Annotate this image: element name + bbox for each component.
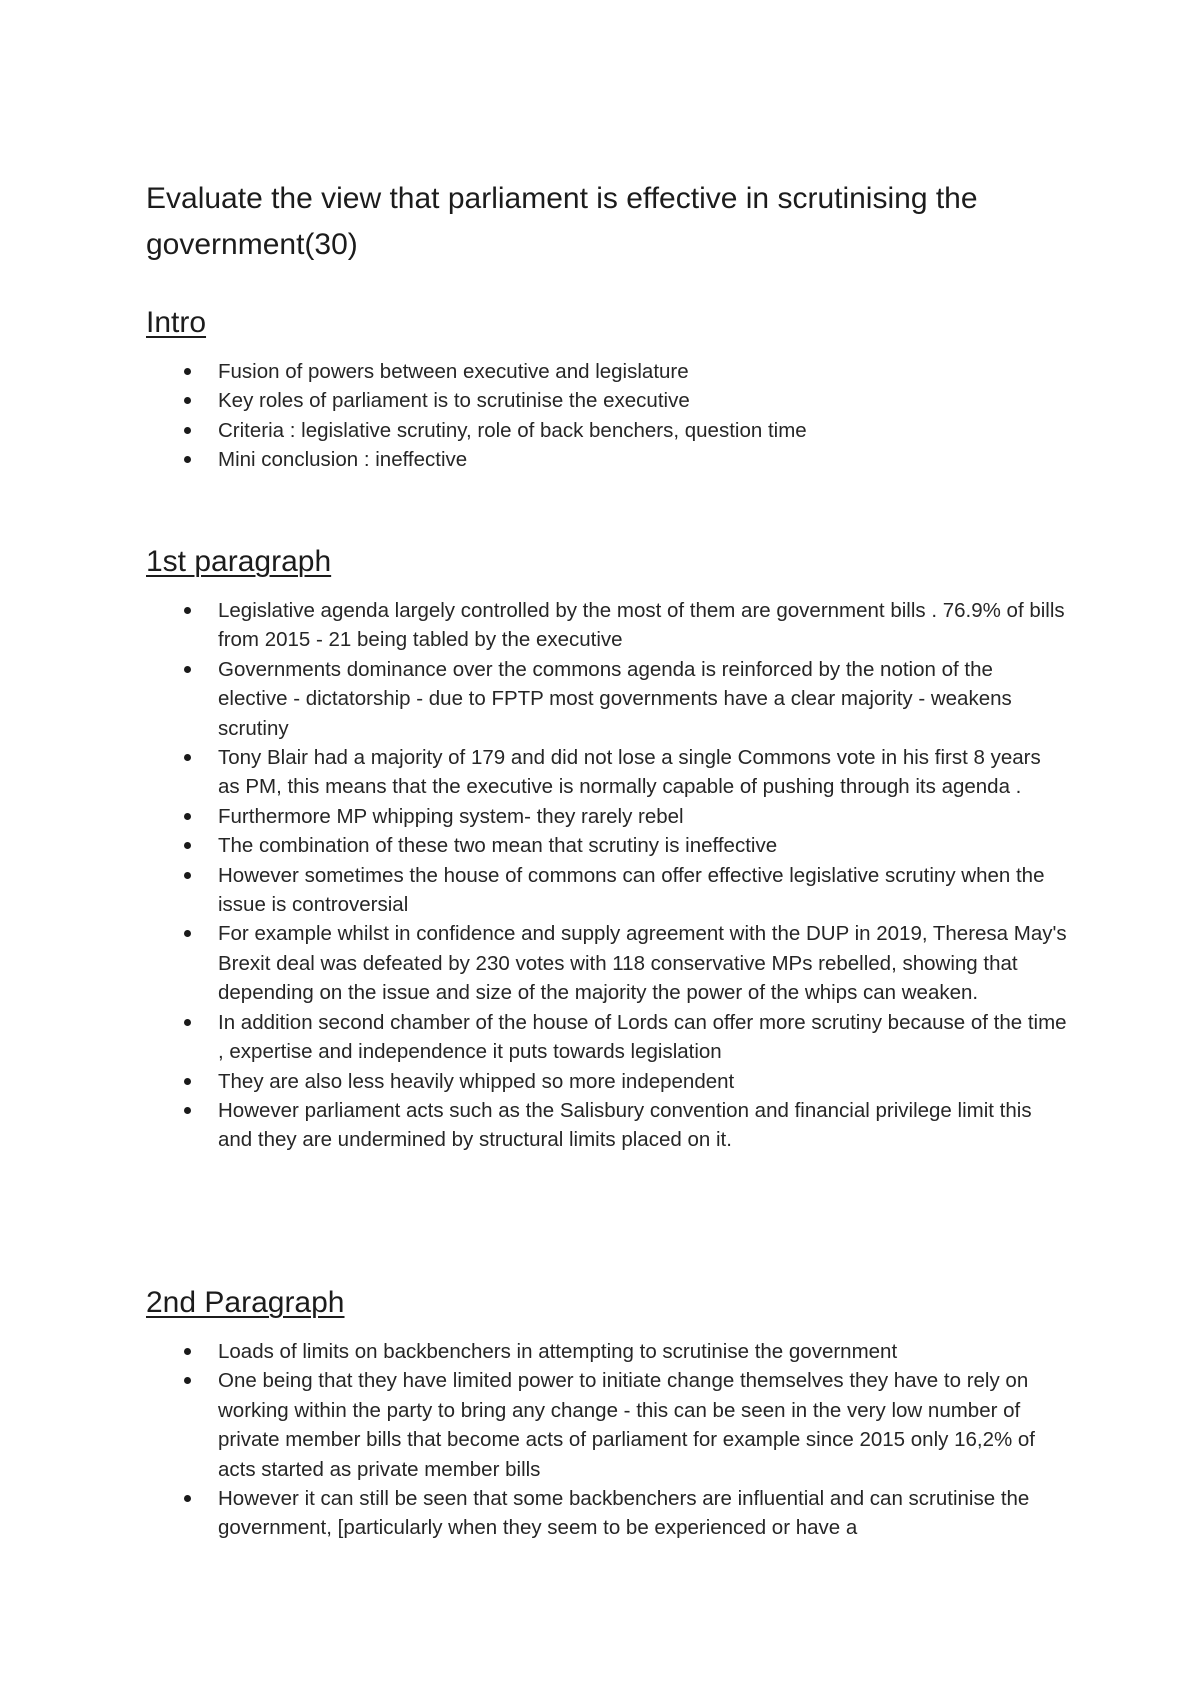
bullet-icon xyxy=(184,1078,191,1085)
bullet-text: Tony Blair had a majority of 179 and did not lose a single Commons vote in his first 8 years as PM, this means that the executive is normally capable of pushing through its agenda . xyxy=(218,746,1041,799)
bullet-text: Key roles of parliament is to scrutinise the executive xyxy=(218,389,690,413)
bullet-icon xyxy=(184,930,191,937)
paragraph-2-bullet-list xyxy=(0,1337,1200,1543)
list-item xyxy=(0,1008,1068,1067)
bullet-icon xyxy=(184,872,191,879)
list-item xyxy=(0,1484,1068,1543)
list-item xyxy=(0,445,1068,474)
list-item xyxy=(0,386,1068,415)
bullet-text: The combination of these two mean that scrutiny is ineffective xyxy=(218,834,778,858)
section-heading-intro: Intro xyxy=(146,306,207,339)
essay-title: Evaluate the view that parliament is effective in scrutinising the government(30) xyxy=(146,182,978,261)
bullet-text: Fusion of powers between executive and legislature xyxy=(218,360,689,383)
bullet-text: In addition second chamber of the house of Lords can offer more scrutiny because of the time , expertise and independence it puts towards legislation xyxy=(218,1010,1067,1064)
bullet-text: However sometimes the house of commons can offer effective legislative scrutiny when the issue is controversial xyxy=(218,863,1045,917)
bullet-text: Governments dominance over the commons agenda is reinforced by the notion of the elective - dictatorship - due to FPTP most governments have a clear majority - weakens scrutiny xyxy=(218,657,1012,740)
list-item xyxy=(0,596,1068,655)
bullet-text: They are also less heavily whipped so more independent xyxy=(218,1069,735,1093)
list-item xyxy=(0,831,1068,860)
list-item xyxy=(0,416,1068,445)
bullet-icon xyxy=(184,1495,191,1502)
bullet-icon xyxy=(184,1348,191,1355)
intro-bullet-list xyxy=(0,357,1200,475)
list-item xyxy=(0,802,1068,831)
bullet-icon xyxy=(184,427,191,434)
bullet-text: Legislative agenda largely controlled by the most of them are government bills . 76.9% of bills from 2015 - 21 being tabled by the executive xyxy=(218,599,1065,652)
bullet-icon xyxy=(184,1107,191,1114)
bullet-icon xyxy=(184,1377,191,1384)
paragraph-1-bullet-list xyxy=(0,596,1200,1155)
list-item xyxy=(0,1096,1068,1155)
bullet-text: However parliament acts such as the Salisbury convention and financial privilege limit this and they are undermined by structural limits placed on it. xyxy=(218,1098,1032,1152)
list-item xyxy=(0,861,1068,920)
bullet-icon xyxy=(184,754,191,761)
list-item xyxy=(0,1337,1068,1366)
bullet-text: However it can still be seen that some backbenchers are influential and can scrutinise the government, [particularly when they seem to be experienced or have a xyxy=(218,1487,1030,1540)
bullet-icon xyxy=(184,842,191,849)
list-item xyxy=(0,357,1068,386)
bullet-text: For example whilst in confidence and supply agreement with the DUP in 2019, Theresa May's Brexit deal was defeated by 230 votes with 118 conservative MPs rebelled, showing that depending on the issue and size of the majority the power of the whips can weaken. xyxy=(218,922,1067,1005)
bullet-icon xyxy=(184,813,191,820)
bullet-text: Criteria : legislative scrutiny, role of back benchers, question time xyxy=(218,418,807,442)
list-item xyxy=(0,1067,1068,1096)
list-item xyxy=(0,655,1068,743)
bullet-text: One being that they have limited power to initiate change themselves they have to rely on working within the party to bring any change - this can be seen in the very low number of private member bills that become acts of parliament for example since 2015 only 16,2% of acts started as private member bills xyxy=(218,1369,1035,1481)
list-item xyxy=(0,743,1068,802)
bullet-text: Furthermore MP whipping system- they rarely rebel xyxy=(218,804,684,828)
list-item xyxy=(0,1366,1068,1484)
bullet-icon xyxy=(184,397,191,404)
bullet-text: Mini conclusion : ineffective xyxy=(218,448,468,472)
bullet-icon xyxy=(184,666,191,673)
bullet-text: Loads of limits on backbenchers in attempting to scrutinise the government xyxy=(218,1340,898,1363)
bullet-icon xyxy=(184,607,191,614)
bullet-icon xyxy=(184,456,191,463)
section-heading-2nd-paragraph: 2nd Paragraph xyxy=(146,1286,345,1319)
section-heading-1st-paragraph: 1st paragraph xyxy=(146,545,332,578)
bullet-icon xyxy=(184,1019,191,1026)
list-item xyxy=(0,919,1068,1007)
bullet-icon xyxy=(184,368,191,375)
